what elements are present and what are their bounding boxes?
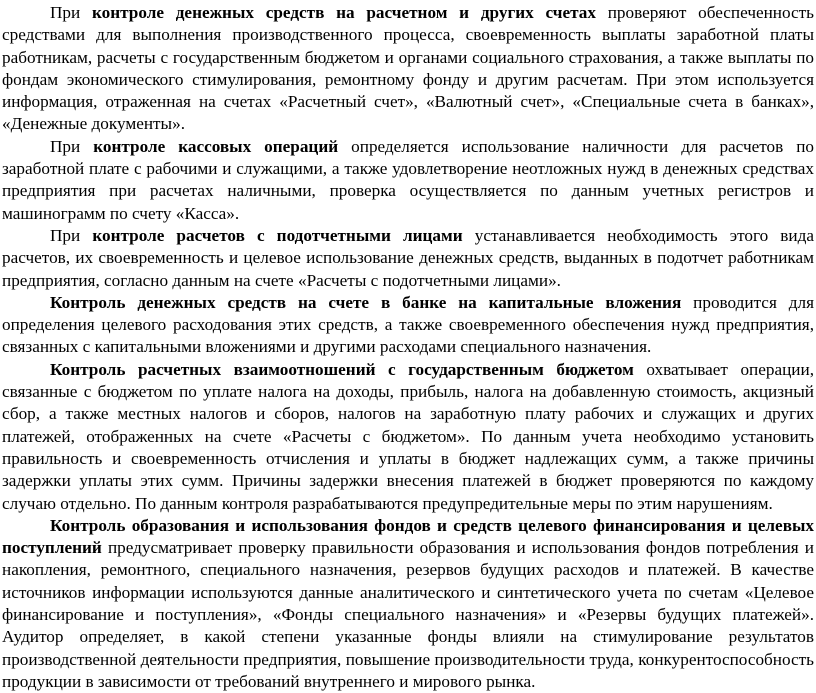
paragraph-bold-term: Контроль расчетных взаимоотношений с государственным бюджетом bbox=[50, 359, 634, 379]
paragraph-bold-term: Контроль образования и использования фондов и средств целевого финансирования и целевых поступлений bbox=[2, 515, 814, 558]
paragraph-funds-control bbox=[2, 515, 814, 693]
paragraph-capital-investments-control bbox=[2, 292, 814, 359]
paragraph-accountable-persons-control bbox=[2, 225, 814, 292]
paragraph-lead: При bbox=[50, 225, 93, 245]
paragraph-text: предусматривает проверку правильности образования и использования фондов потребления и накопления, ремонтного, специального назначения, резервов будущих расходов и платежей. В качестве источников информации используются данные аналитического и синтетического учета по счетам «Целевое финансирование и поступления», «Фонды специального назначения» и «Резервы будущих платежей». Аудитор определяет, в какой степени указанные фонды влияли на стимулирование результатов производственной деятельности предприятия, повышение производительности труда, конкурентоспособность продукции в зависимости от требований внутреннего и мирового рынка. bbox=[2, 538, 814, 691]
paragraph-text: охватывает операции, связанные с бюджетом по уплате налога на доходы, прибыль, налога на добавленную стоимость, акцизный сбор, а также местных налогов и сборов, налогов на заработную плату рабочих и служащих и других платежей, отображенных на счете «Расчеты с бюджетом». По данным учета необходимо установить правильность и своевременность отчисления и уплаты в бюджет надлежащих сумм, а также причины задержки уплаты этих сумм. Причины задержки внесения платежей в бюджет проверяются по каждому случаю отдельно. По данным контроля разрабатываются предупредительные меры по этим нарушениям. bbox=[2, 359, 814, 513]
paragraph-cash-operations-control bbox=[2, 136, 814, 225]
paragraph-text: проверяют обеспеченность средствами для выполнения производственного процесса, своевременность выплаты заработной платы работникам, расчеты с государственным бюджетом и органами социального страхования, а также выплаты по фондам экономического стимулирования, ремонтному фонду и другим расчетам. При этом используется информация, отраженная на счетах «Расчетный счет», «Валютный счет», «Специальные счета в банках», «Денежные документы». bbox=[2, 3, 814, 134]
paragraph-bold-term: контроле денежных средств на расчетном и других счетах bbox=[91, 3, 596, 22]
paragraph-text: определяется использование наличности для расчетов по заработной плате с рабочими и служащими, а также удовлетворение неотложных нужд в денежных средствах предприятия при расчетах наличными, проверка осуществляется по данным учетных регистров и машинограмм по счету «Касса». bbox=[2, 136, 814, 223]
paragraph-bold-term: контроле расчетов с подотчетными лицами bbox=[92, 225, 463, 245]
paragraph-text: устанавливается необходимость этого вида расчетов, их своевременность и целевое использование денежных средств, выданных в подотчет работникам предприятия, согласно данным на счете «Расчеты с подотчетными лицами». bbox=[2, 225, 814, 290]
paragraph-cash-accounts-control bbox=[2, 2, 814, 136]
paragraph-budget-settlements-control bbox=[2, 359, 814, 515]
paragraph-text: проводится для определения целевого расходования этих средств, а также своевременного обеспечения нужд предприятия, связанных с капитальными вложениями и другими расходами специального назначения. bbox=[2, 292, 814, 357]
paragraph-lead: При bbox=[50, 136, 94, 156]
paragraph-bold-term: Контроль денежных средств на счете в банке на капитальные вложения bbox=[50, 292, 682, 312]
paragraph-lead: При bbox=[50, 3, 92, 22]
paragraph-bold-term: контроле кассовых операций bbox=[93, 136, 339, 156]
